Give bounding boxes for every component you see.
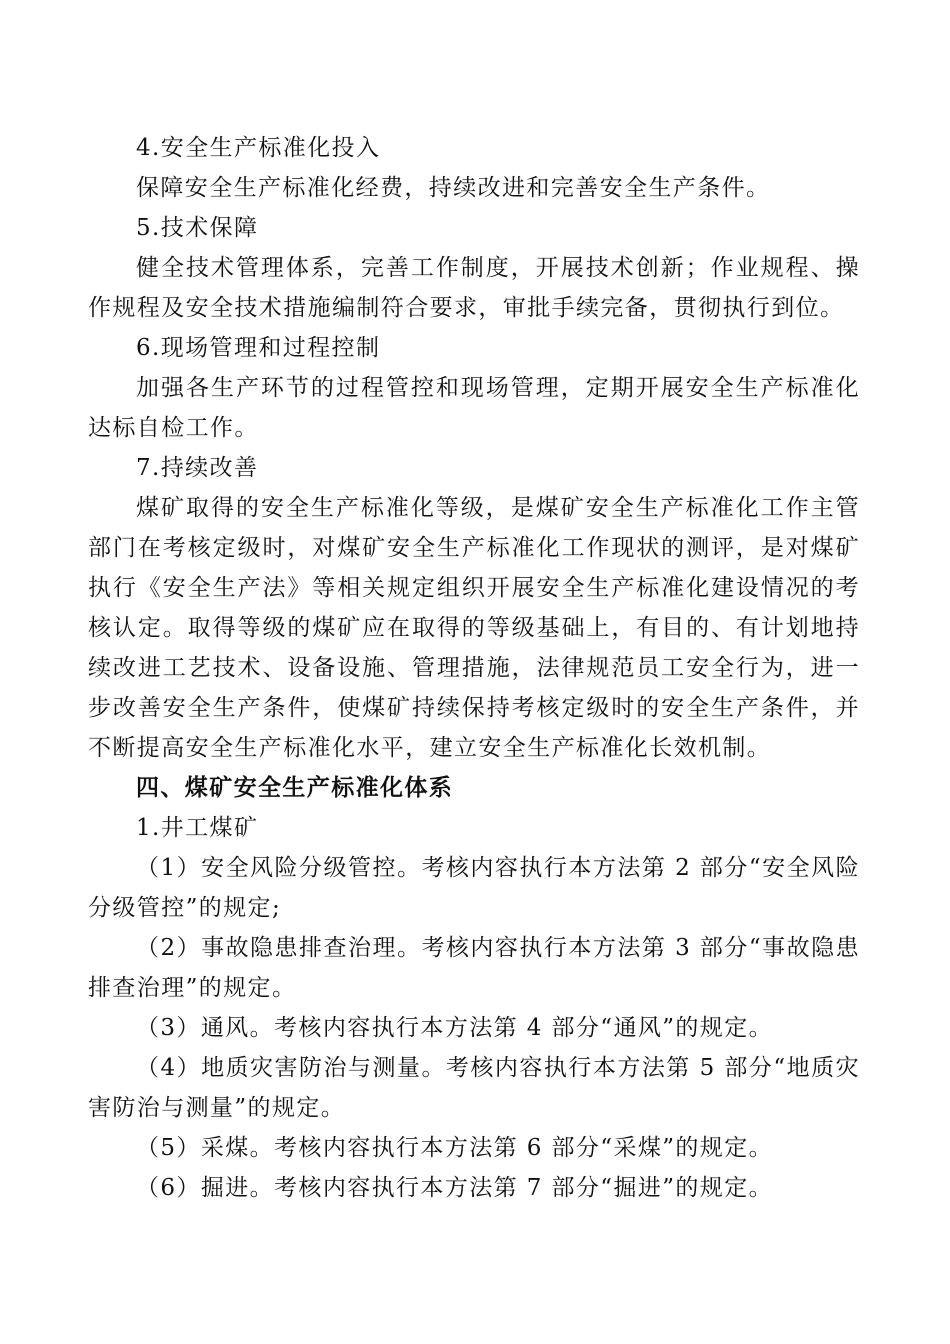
paragraph-technical-support: 健全技术管理体系，完善工作制度，开展技术创新；作业规程、操作规程及安全技术措施编制符合要求，审批手续完备，贯彻执行到位。: [88, 255, 860, 321]
subheading-underground-mine: 1.井工煤矿: [136, 815, 259, 841]
subheading-continuous-improvement: 7.持续改善: [136, 455, 259, 481]
paragraph-investment: 保障安全生产标准化经费，持续改进和完善安全生产条件。: [136, 175, 771, 201]
list-item-risk-control: （1）安全风险分级管控。考核内容执行本方法第 2 部分“安全风险分级管控”的规定;: [88, 855, 860, 921]
paragraph-continuous-improvement: 煤矿取得的安全生产标准化等级，是煤矿安全生产标准化工作主管部门在考核定级时，对煤矿安全生产标准化工作现状的测评，是对煤矿执行《安全生产法》等相关规定组织开展安全生产标准化建设情况的考核认定。取得等级的煤矿应在取得的等级基础上，有目的、有计划地持续改进工艺技术、设备设施、管理措施，法律规范员工安全行为，进一步改善安全生产条件，使煤矿持续保持考核定级时的安全生产条件，并不断提高安全生产标准化水平，建立安全生产标准化长效机制。: [88, 495, 860, 761]
subheading-investment: 4.安全生产标准化投入: [136, 135, 381, 161]
document-body: [88, 128, 860, 1208]
list-item-ventilation: （3）通风。考核内容执行本方法第 4 部分“通风”的规定。: [136, 1015, 774, 1041]
section-heading-system: 四、煤矿安全生产标准化体系: [136, 775, 454, 801]
paragraph-site-management: 加强各生产环节的过程管控和现场管理，定期开展安全生产标准化达标自检工作。: [88, 375, 860, 441]
list-item-tunneling: （6）掘进。考核内容执行本方法第 7 部分“掘进”的规定。: [136, 1175, 774, 1201]
list-item-geology-survey: （4）地质灾害防治与测量。考核内容执行本方法第 5 部分“地质灾害防治与测量”的规定。: [88, 1055, 860, 1121]
subheading-technical-support: 5.技术保障: [136, 215, 259, 241]
subheading-site-management: 6.现场管理和过程控制: [136, 335, 381, 361]
list-item-hazard-treatment: （2）事故隐患排查治理。考核内容执行本方法第 3 部分“事故隐患排查治理”的规定。: [88, 935, 860, 1001]
list-item-coal-mining: （5）采煤。考核内容执行本方法第 6 部分“采煤”的规定。: [136, 1135, 774, 1161]
